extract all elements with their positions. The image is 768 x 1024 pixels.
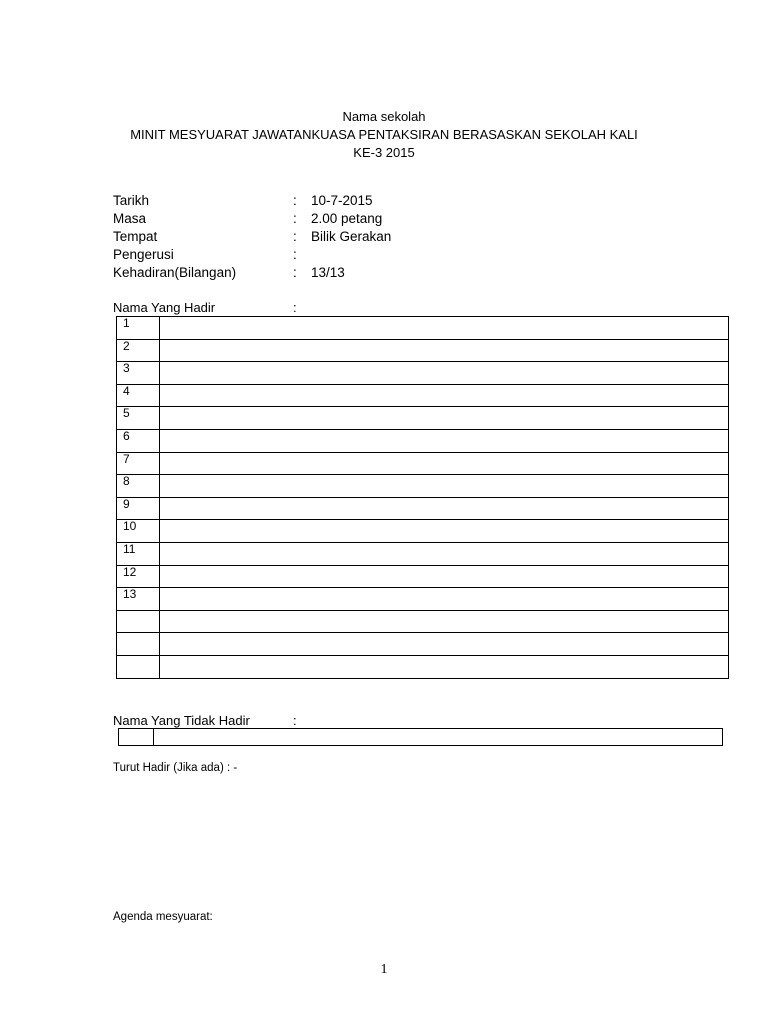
table-cell-number: 11 <box>117 542 160 565</box>
table-row <box>117 362 729 385</box>
table-cell-number <box>117 655 160 678</box>
table-cell-name <box>160 339 729 362</box>
document-header <box>0 108 768 162</box>
table-cell-name <box>160 565 729 588</box>
table-cell-number: 6 <box>117 429 160 452</box>
present-label: Nama Yang Hadir <box>113 300 216 315</box>
info-label: Tarikh <box>113 193 150 208</box>
table-cell-number: 5 <box>117 407 160 430</box>
table-row <box>117 317 729 340</box>
table-cell-number <box>117 633 160 656</box>
info-label: Pengerusi <box>113 247 174 262</box>
table-row <box>117 384 729 407</box>
table-cell-name <box>160 475 729 498</box>
table-cell-name <box>160 542 729 565</box>
table-cell-number: 2 <box>117 339 160 362</box>
page-number: 1 <box>380 962 388 977</box>
table-cell-number: 1 <box>117 317 160 340</box>
table-cell-number: 7 <box>117 452 160 475</box>
turut-hadir: Turut Hadir (Jika ada) : - <box>113 762 238 774</box>
table-cell-name <box>154 729 723 746</box>
table-row <box>117 429 729 452</box>
info-colon: : <box>293 211 297 226</box>
table-cell-number: 8 <box>117 475 160 498</box>
table-cell-name <box>160 407 729 430</box>
agenda-heading: Agenda mesyuarat: <box>113 911 213 923</box>
table-row <box>117 588 729 611</box>
meeting-title: MINIT MESYUARAT JAWATANKUASA PENTAKSIRAN BERASASKAN SEKOLAH KALI <box>130 127 638 142</box>
table-cell-name <box>160 452 729 475</box>
info-colon: : <box>293 247 297 262</box>
info-value: Bilik Gerakan <box>311 229 392 244</box>
table-cell-name <box>160 655 729 678</box>
table-row <box>117 565 729 588</box>
absent-colon: : <box>293 713 297 728</box>
info-colon: : <box>293 265 297 280</box>
present-table <box>116 316 729 679</box>
table-cell-number: 4 <box>117 384 160 407</box>
absent-table <box>118 728 723 746</box>
table-cell-name <box>160 520 729 543</box>
info-value: 10-7-2015 <box>311 193 373 208</box>
table-row <box>117 655 729 678</box>
table-cell-name <box>160 317 729 340</box>
info-label: Tempat <box>113 229 158 244</box>
table-cell-number: 9 <box>117 497 160 520</box>
table-cell-number: 10 <box>117 520 160 543</box>
table-cell-name <box>160 384 729 407</box>
info-colon: : <box>293 193 297 208</box>
table-row <box>119 729 723 746</box>
meeting-title-line2: KE-3 2015 <box>353 145 415 160</box>
present-colon: : <box>293 300 297 315</box>
table-row <box>117 407 729 430</box>
info-colon: : <box>293 229 297 244</box>
table-row <box>117 633 729 656</box>
table-row <box>117 520 729 543</box>
table-cell-number <box>117 610 160 633</box>
table-cell-name <box>160 429 729 452</box>
table-row <box>117 475 729 498</box>
absent-label: Nama Yang Tidak Hadir <box>113 713 250 728</box>
table-cell-number: 3 <box>117 362 160 385</box>
table-cell-name <box>160 362 729 385</box>
info-value: 2.00 petang <box>311 211 383 226</box>
info-label: Masa <box>113 211 147 226</box>
table-row <box>117 542 729 565</box>
table-row <box>117 339 729 362</box>
table-row <box>117 610 729 633</box>
table-cell-name <box>160 610 729 633</box>
table-cell-name <box>160 497 729 520</box>
info-label: Kehadiran(Bilangan) <box>113 265 237 280</box>
table-cell-name <box>160 588 729 611</box>
table-cell-number: 12 <box>117 565 160 588</box>
table-cell-number: 13 <box>117 588 160 611</box>
info-value: 13/13 <box>311 265 345 280</box>
table-row <box>117 452 729 475</box>
table-row <box>117 497 729 520</box>
table-cell-name <box>160 633 729 656</box>
school-name: Nama sekolah <box>342 109 426 124</box>
table-cell-number <box>119 729 154 746</box>
